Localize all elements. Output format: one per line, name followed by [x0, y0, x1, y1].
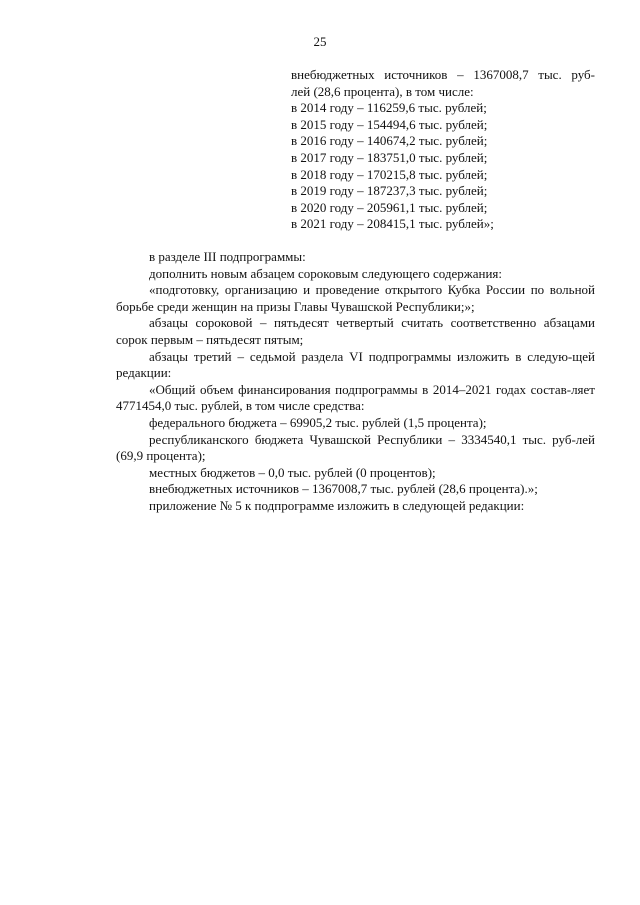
intro-line: внебюджетных источников – 1367008,7 тыс. руб- — [291, 67, 595, 82]
year-line: в 2021 году – 208415,1 тыс. рублей»; — [291, 216, 494, 232]
paragraph: федерального бюджета – 69905,2 тыс. рублей (1,5 процента); — [149, 414, 487, 430]
paragraph: абзацы сороковой – пятьдесят четвертый считать соответственно абзацами сорок первым – пятьдесят пятым; — [116, 315, 595, 347]
paragraph: абзацы третий – седьмой раздела VI подпрограммы изложить в следую-щей редакции: — [116, 348, 595, 381]
year-line: в 2017 году – 183751,0 тыс. рублей; — [291, 149, 488, 165]
paragraph: местных бюджетов – 0,0 тыс. рублей (0 процентов); — [149, 464, 436, 480]
funding-by-year-block — [291, 67, 595, 233]
document-body — [116, 249, 595, 515]
year-line: в 2016 году – 140674,2 тыс. рублей; — [291, 133, 488, 149]
year-line: в 2020 году – 205961,1 тыс. рублей; — [291, 199, 488, 215]
year-line: в 2014 году – 116259,6 тыс. рублей; — [291, 100, 487, 116]
paragraph: внебюджетных источников – 1367008,7 тыс. рублей (28,6 процента).»; — [149, 481, 538, 497]
paragraph: в разделе III подпрограммы: — [149, 249, 306, 264]
page-number: 25 — [313, 34, 327, 49]
year-line: в 2015 году – 154494,6 тыс. рублей; — [291, 116, 488, 132]
intro-line: лей (28,6 процента), в том числе: — [291, 83, 474, 99]
paragraph: приложение № 5 к подпрограмме изложить в следующей редакции: — [149, 497, 525, 513]
paragraph: «подготовку, организацию и проведение открытого Кубка России по вольной борьбе среди женщин на призы Главы Чувашской Республики;»; — [116, 282, 595, 314]
paragraph: республиканского бюджета Чувашской Республики – 3334540,1 тыс. руб-лей (69,9 процента); — [116, 431, 595, 464]
paragraph: дополнить новым абзацем сороковым следующего содержания: — [149, 265, 502, 281]
year-line: в 2019 году – 187237,3 тыс. рублей; — [291, 183, 488, 199]
paragraph: «Общий объем финансирования подпрограммы в 2014–2021 годах состав-ляет 4771454,0 тыс. рублей, в том числе средства: — [116, 381, 595, 414]
year-line: в 2018 году – 170215,8 тыс. рублей; — [291, 166, 488, 182]
